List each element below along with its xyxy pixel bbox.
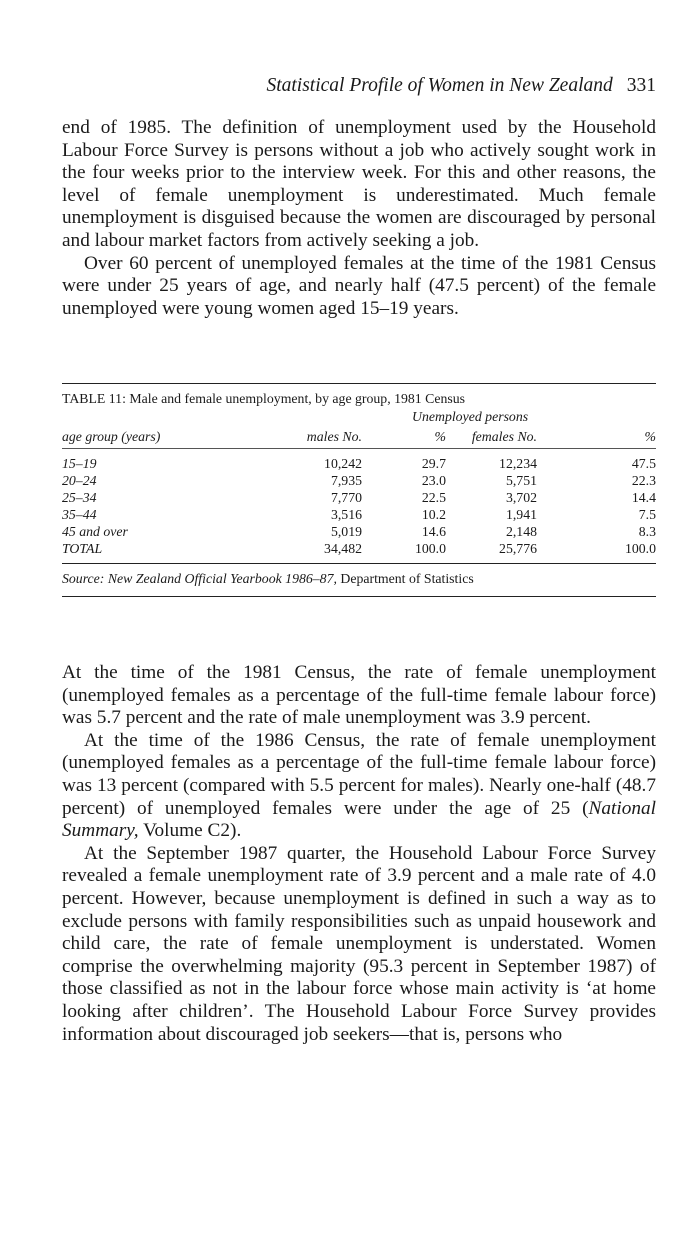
table-row (62, 506, 656, 523)
table-header-row (62, 426, 656, 449)
cell-males-pct: 23.0 (421, 473, 446, 488)
text-block-bottom (62, 662, 656, 1046)
cell-females: 3,702 (505, 490, 537, 505)
table-caption: TABLE 11: Male and female unemployment, by age group, 1981 Census (62, 391, 466, 406)
cell-females-pct: 22.3 (631, 473, 656, 488)
cell-males: 3,516 (330, 507, 362, 522)
cell-females-pct: 47.5 (631, 456, 656, 471)
table-row (62, 489, 656, 506)
paragraph-3: At the time of the 1981 Census, the rate of female unemployment (unemployed females as a percentage of the full-time female labour force) was 5.7 percent and the rate of male unemployment was 3.9 percent. (62, 662, 656, 729)
page-number: 331 (626, 75, 656, 96)
cell-females: 5,751 (505, 473, 537, 488)
paragraph-4 (62, 730, 656, 843)
col-header-females-pct: % (644, 429, 656, 444)
table-group-header (62, 408, 656, 426)
cell-females-pct: 100.0 (624, 541, 656, 556)
col-header-males-pct: % (434, 429, 446, 444)
table-row (62, 449, 656, 473)
cell-age: 35–44 (62, 507, 97, 522)
cell-females: 12,234 (499, 456, 537, 471)
cell-females: 2,148 (505, 524, 537, 539)
cell-males-pct: 22.5 (421, 490, 446, 505)
table-11 (62, 383, 656, 597)
table-row (62, 523, 656, 540)
cell-males-pct: 14.6 (421, 524, 446, 539)
cell-females-pct: 7.5 (638, 507, 656, 522)
cell-age: 25–34 (62, 490, 97, 505)
cell-age: 15–19 (62, 456, 97, 471)
cell-males: 7,935 (330, 473, 362, 488)
col-header-females: females No. (471, 429, 537, 444)
cell-males: 5,019 (330, 524, 362, 539)
table-row-total (62, 540, 656, 557)
cell-males-pct: 100.0 (414, 541, 446, 556)
paragraph-4-text: At the time of the 1986 Census, the rate of female unemployment (unemployed females as a percentage of the full-time female labour force) was 13 percent (compared with 5.5 percent for males). Nearly one-half (48.7 percent) of unemployed females were under the age of 25 ( (62, 729, 656, 819)
cell-age: TOTAL (62, 541, 103, 556)
running-head-title: Statistical Profile of Women in New Zealand (266, 75, 613, 96)
cell-females-pct: 14.4 (631, 490, 656, 505)
table-source (62, 564, 656, 596)
cell-males-pct: 10.2 (421, 507, 446, 522)
source-title: New Zealand Official Yearbook 1986–87, (107, 571, 337, 586)
paragraph-1: end of 1985. The definition of unemployment used by the Household Labour Force Survey is persons without a job who actively sought work in the four weeks prior to the interview week. For this and other reasons, the level of female unemployment is underestimated. Much female unemployment is disguised because the women are discouraged by personal and labour market factors from actively seeking a job. (62, 117, 656, 251)
paragraph-4-tail: Volume C2). (138, 820, 242, 842)
cell-females-pct: 8.3 (638, 524, 656, 539)
cell-age: 20–24 (62, 473, 97, 488)
cell-females: 25,776 (499, 541, 537, 556)
cell-males-pct: 29.7 (421, 456, 446, 471)
cell-males: 34,482 (324, 541, 362, 556)
running-head (62, 74, 656, 98)
cell-age: 45 and over (62, 524, 128, 539)
table-end-rule (62, 596, 656, 597)
cell-males: 7,770 (330, 490, 362, 505)
group-header-label: Unemployed persons (412, 409, 529, 424)
data-table (62, 426, 656, 557)
col-header-age: age group (years) (62, 429, 161, 444)
col-header-males: males No. (306, 429, 362, 444)
paragraph-5: At the September 1987 quarter, the Household Labour Force Survey revealed a female unemployment rate of 3.9 percent and a male rate of 4.0 percent. However, because unemployment is defined in such a way as to exclude persons with family responsibilities such as unpaid housework and child care, the rate of female unemployment is understated. Women comprise the overwhelming majority (95.3 percent in September 1987) of those classified as not in the labour force whose main activity is ‘at home looking after children’. The Household Labour Force Survey provides information about discouraged job seekers—that is, persons who (62, 842, 656, 1045)
text-block-top (62, 117, 656, 320)
source-label: Source: (62, 571, 105, 586)
paragraph-4-italic: National Summary, (62, 797, 656, 842)
table-row (62, 472, 656, 489)
paragraph-2: Over 60 percent of unemployed females at the time of the 1981 Census were under 25 years of age, and nearly half (47.5 percent) of the female unemployed were young women aged 15–19 years. (62, 252, 656, 319)
cell-males: 10,242 (324, 456, 362, 471)
cell-females: 1,941 (505, 507, 537, 522)
source-rest: Department of Statistics (340, 571, 474, 586)
